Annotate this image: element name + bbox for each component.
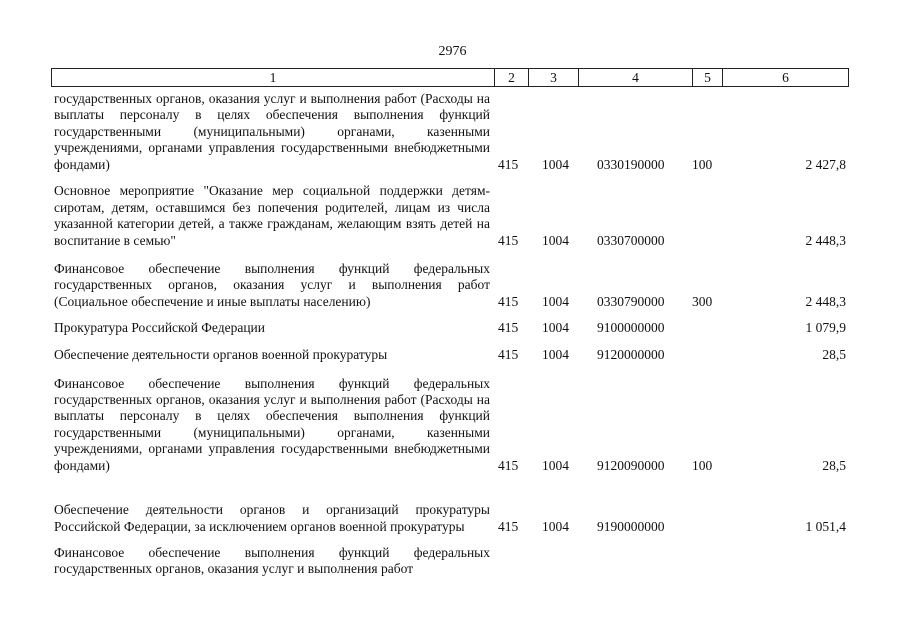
row-description: Обеспечение деятельности органов и организаций прокуратуры Российской Федерации, за исключением органов военной прокуратуры [54,502,490,534]
row-col-5: 300 [692,293,713,309]
table-row [51,545,849,585]
row-col-3: 1004 [542,457,569,473]
row-col-2: 415 [498,232,519,248]
row-col-3: 1004 [542,232,569,248]
row-col-2: 415 [498,156,519,172]
row-col-4: 0330700000 [597,232,665,248]
header-col-2: 2 [495,69,529,86]
row-col-5: 100 [692,457,713,473]
row-description: Прокуратура Российской Федерации [54,319,266,335]
row-col-6: 28,5 [822,346,846,362]
row-description: государственных органов, оказания услуг и выполнения работ (Расходы на выплаты персоналу в целях обеспечения выполнения функций государственными (муниципальными) органами, казенными учреждениями, органами управления государственными внебюджетными фондами) [54,90,490,172]
table-row [51,484,849,535]
row-col-6: 1 079,9 [805,319,846,335]
row-col-3: 1004 [542,518,569,534]
row-col-3: 1004 [542,346,569,362]
header-col-1: 1 [52,69,495,86]
row-col-4: 0330190000 [597,156,665,172]
header-col-6: 6 [782,70,789,85]
table-row [51,88,849,173]
row-col-4: 9190000000 [597,518,665,534]
table-row [51,259,849,310]
row-description: Обеспечение деятельности органов военной прокуратуры [54,346,388,362]
row-col-6: 28,5 [822,457,846,473]
table-header [51,68,849,87]
row-col-6: 2 448,3 [805,293,846,309]
row-col-2: 415 [498,319,519,335]
row-description: Финансовое обеспечение выполнения функций федеральных государственных органов, оказания услуг и выполнения работ (Социальное обеспечение и иные выплаты населению) [54,260,490,309]
row-col-6: 2 427,8 [805,156,846,172]
row-col-4: 9100000000 [597,319,665,335]
row-col-2: 415 [498,293,519,309]
row-col-3: 1004 [542,319,569,335]
table-row [51,373,849,474]
header-col-4: 4 [579,69,693,86]
row-description: Финансовое обеспечение выполнения функций федеральных государственных органов, оказания услуг и выполнения работ (Расходы на выплаты персоналу в целях обеспечения выполнения функций государственными (муниципальными) органами, казенными учреждениями, органами управления государственными внебюджетными фондами) [54,375,490,473]
row-col-2: 415 [498,518,519,534]
header-col-5: 5 [693,69,723,86]
row-description: Финансовое обеспечение выполнения функций федеральных государственных органов, оказания услуг и выполнения работ [54,545,490,577]
row-col-2: 415 [498,346,519,362]
row-col-4: 9120000000 [597,346,665,362]
row-col-3: 1004 [542,293,569,309]
row-description: Основное мероприятие "Оказание мер социальной поддержки детям-сиротам, детям, оставшимся без попечения родителей, лицам из числа указанной категории детей, а также гражданам, желающим взять детей на воспитание в семью" [54,183,490,248]
row-col-5: 100 [692,156,713,172]
table-row [51,181,849,249]
row-col-3: 1004 [542,156,569,172]
row-col-6: 1 051,4 [805,518,846,534]
page-number: 2976 [438,44,467,59]
header-col-3: 3 [529,69,579,86]
table-row [51,345,849,363]
row-col-6: 2 448,3 [805,232,846,248]
row-col-4: 0330790000 [597,293,665,309]
row-col-4: 9120090000 [597,457,665,473]
table-row [51,318,849,336]
row-col-2: 415 [498,457,519,473]
